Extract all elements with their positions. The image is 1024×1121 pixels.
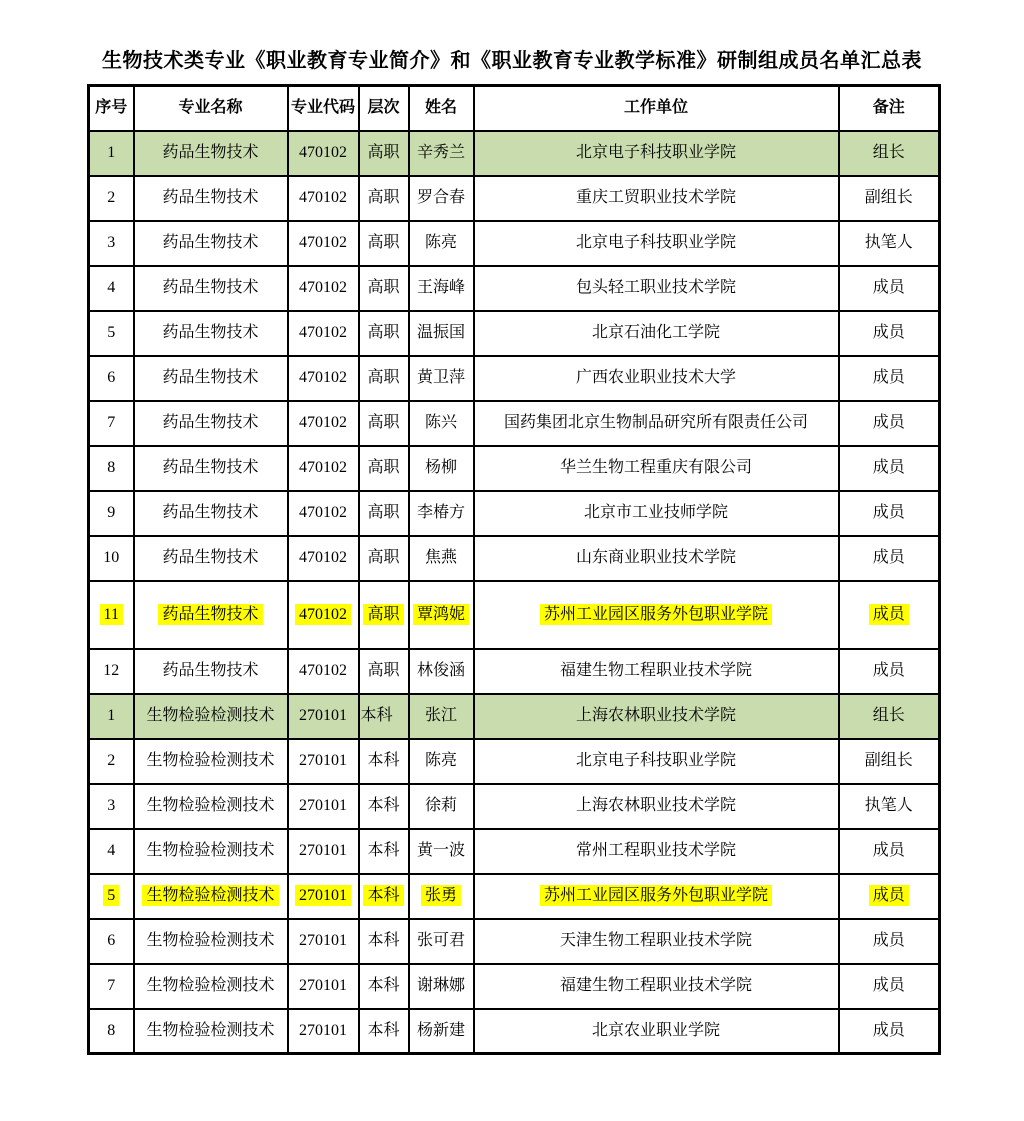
cell-remarks: 成员: [839, 1009, 940, 1054]
cell-level: [359, 581, 409, 649]
cell-work-unit: 北京电子科技职业学院: [474, 131, 839, 176]
cell-remarks: 成员: [839, 536, 940, 581]
cell-person-name: 黄卫萍: [409, 356, 474, 401]
cell-work-unit: [474, 581, 839, 649]
cell-work-unit: 重庆工贸职业技术学院: [474, 176, 839, 221]
highlighted-text: 270101: [295, 885, 351, 906]
highlighted-text: 高职: [363, 604, 403, 625]
table-row: [89, 581, 940, 649]
highlighted-text: 470102: [295, 604, 351, 625]
cell-person-name: 谢琳娜: [409, 964, 474, 1009]
cell-person-name: 张可君: [409, 919, 474, 964]
table-body: [89, 131, 940, 1054]
cell-major-name: 药品生物技术: [134, 131, 288, 176]
cell-major-name: 药品生物技术: [134, 311, 288, 356]
cell-major-name: 药品生物技术: [134, 401, 288, 446]
cell-work-unit: 福建生物工程职业技术学院: [474, 964, 839, 1009]
cell-level: 本科: [359, 784, 409, 829]
cell-serial-number: 10: [89, 536, 134, 581]
cell-work-unit: 天津生物工程职业技术学院: [474, 919, 839, 964]
cell-major-code: 270101: [288, 919, 359, 964]
cell-serial-number: 8: [89, 446, 134, 491]
cell-person-name: 杨柳: [409, 446, 474, 491]
highlighted-text: 苏州工业园区服务外包职业学院: [540, 604, 772, 625]
cell-person-name: 李椿方: [409, 491, 474, 536]
highlighted-text: 张勇: [421, 885, 461, 906]
cell-remarks: 成员: [839, 446, 940, 491]
cell-major-code: 470102: [288, 311, 359, 356]
cell-major-code: 470102: [288, 491, 359, 536]
cell-work-unit: 包头轻工职业技术学院: [474, 266, 839, 311]
header-row: [89, 86, 940, 131]
cell-serial-number: [89, 581, 134, 649]
header-person-name: 姓名: [409, 86, 474, 131]
cell-major-name: [134, 581, 288, 649]
cell-level: 高职: [359, 356, 409, 401]
cell-remarks: 成员: [839, 964, 940, 1009]
highlighted-text: 11: [100, 604, 123, 625]
cell-remarks: 成员: [839, 919, 940, 964]
cell-major-code: 270101: [288, 739, 359, 784]
cell-remarks: 成员: [839, 491, 940, 536]
cell-serial-number: 8: [89, 1009, 134, 1054]
cell-level: 高职: [359, 221, 409, 266]
table-row: [89, 311, 940, 356]
cell-major-code: 470102: [288, 221, 359, 266]
cell-major-code: 270101: [288, 784, 359, 829]
cell-level: 本科: [359, 739, 409, 784]
table-header: [89, 86, 940, 131]
cell-level: 高职: [359, 401, 409, 446]
cell-remarks: 成员: [839, 649, 940, 694]
cell-serial-number: 2: [89, 739, 134, 784]
highlighted-text: 覃鸿妮: [413, 604, 469, 625]
cell-major-code: 470102: [288, 401, 359, 446]
cell-remarks: 成员: [839, 356, 940, 401]
cell-serial-number: 4: [89, 829, 134, 874]
page-title: 生物技术类专业《职业教育专业简介》和《职业教育专业教学标准》研制组成员名单汇总表: [102, 50, 922, 72]
cell-work-unit: 国药集团北京生物制品研究所有限责任公司: [474, 401, 839, 446]
cell-major-name: 生物检验检测技术: [134, 739, 288, 784]
cell-remarks: 成员: [839, 266, 940, 311]
cell-remarks: [839, 874, 940, 919]
cell-remarks: 成员: [839, 311, 940, 356]
cell-remarks: 成员: [839, 829, 940, 874]
table-row: [89, 221, 940, 266]
header-major-code: 专业代码: [288, 86, 359, 131]
table-row: [89, 694, 940, 739]
cell-work-unit: 华兰生物工程重庆有限公司: [474, 446, 839, 491]
cell-major-code: 470102: [288, 536, 359, 581]
cell-serial-number: 9: [89, 491, 134, 536]
cell-work-unit: 上海农林职业技术学院: [474, 784, 839, 829]
cell-level: 高职: [359, 176, 409, 221]
cell-major-name: 生物检验检测技术: [134, 694, 288, 739]
cell-level: 本科: [359, 919, 409, 964]
cell-level: 高职: [359, 131, 409, 176]
cell-work-unit: 北京农业职业学院: [474, 1009, 839, 1054]
cell-major-name: 生物检验检测技术: [134, 784, 288, 829]
cell-serial-number: 6: [89, 919, 134, 964]
cell-person-name: 陈亮: [409, 221, 474, 266]
cell-remarks: 组长: [839, 131, 940, 176]
cell-major-name: 生物检验检测技术: [134, 919, 288, 964]
cell-person-name: 焦燕: [409, 536, 474, 581]
header-serial-number: 序号: [89, 86, 134, 131]
cell-serial-number: 1: [89, 131, 134, 176]
cell-serial-number: 2: [89, 176, 134, 221]
table-row: [89, 401, 940, 446]
cell-major-code: 470102: [288, 176, 359, 221]
cell-work-unit: 北京电子科技职业学院: [474, 221, 839, 266]
cell-major-code: [288, 581, 359, 649]
table-row: [89, 964, 940, 1009]
cell-major-name: 药品生物技术: [134, 356, 288, 401]
cell-major-name: 生物检验检测技术: [134, 964, 288, 1009]
cell-work-unit: 北京市工业技师学院: [474, 491, 839, 536]
cell-work-unit: 常州工程职业技术学院: [474, 829, 839, 874]
cell-level: 高职: [359, 491, 409, 536]
highlighted-text: 成员: [869, 604, 909, 625]
cell-major-code: 470102: [288, 356, 359, 401]
cell-major-name: 生物检验检测技术: [134, 1009, 288, 1054]
cell-serial-number: 1: [89, 694, 134, 739]
table-row: [89, 919, 940, 964]
cell-person-name: 王海峰: [409, 266, 474, 311]
cell-major-code: 270101: [288, 1009, 359, 1054]
cell-major-code: [288, 874, 359, 919]
cell-level: 本科: [359, 1009, 409, 1054]
cell-person-name: 陈兴: [409, 401, 474, 446]
table-row: [89, 649, 940, 694]
cell-serial-number: 7: [89, 401, 134, 446]
cell-remarks: 成员: [839, 401, 940, 446]
table-row: [89, 131, 940, 176]
cell-work-unit: 北京电子科技职业学院: [474, 739, 839, 784]
cell-major-name: 药品生物技术: [134, 446, 288, 491]
cell-remarks: 组长: [839, 694, 940, 739]
highlighted-text: 成员: [869, 885, 909, 906]
cell-level: [359, 874, 409, 919]
cell-level: 本科: [359, 694, 409, 739]
cell-work-unit: 北京石油化工学院: [474, 311, 839, 356]
header-work-unit: 工作单位: [474, 86, 839, 131]
cell-major-name: 药品生物技术: [134, 221, 288, 266]
cell-remarks: 副组长: [839, 176, 940, 221]
cell-person-name: 黄一波: [409, 829, 474, 874]
cell-person-name: 徐莉: [409, 784, 474, 829]
cell-major-code: 270101: [288, 694, 359, 739]
highlighted-text: 生物检验检测技术: [142, 885, 278, 906]
cell-remarks: 副组长: [839, 739, 940, 784]
cell-serial-number: 3: [89, 221, 134, 266]
cell-remarks: 执笔人: [839, 784, 940, 829]
cell-person-name: 温振国: [409, 311, 474, 356]
cell-level: 高职: [359, 311, 409, 356]
cell-person-name: 罗合春: [409, 176, 474, 221]
cell-person-name: 杨新建: [409, 1009, 474, 1054]
cell-serial-number: 12: [89, 649, 134, 694]
cell-work-unit: 山东商业职业技术学院: [474, 536, 839, 581]
header-major-name: 专业名称: [134, 86, 288, 131]
cell-major-code: 470102: [288, 446, 359, 491]
cell-serial-number: [89, 874, 134, 919]
cell-major-name: 药品生物技术: [134, 176, 288, 221]
cell-serial-number: 3: [89, 784, 134, 829]
cell-level: 高职: [359, 649, 409, 694]
table-row: [89, 491, 940, 536]
header-remarks: 备注: [839, 86, 940, 131]
roster-table: [87, 84, 941, 1055]
cell-major-code: 470102: [288, 649, 359, 694]
cell-remarks: [839, 581, 940, 649]
cell-major-name: 药品生物技术: [134, 491, 288, 536]
cell-level: 高职: [359, 536, 409, 581]
cell-person-name: [409, 874, 474, 919]
table-row: [89, 1009, 940, 1054]
cell-major-code: 270101: [288, 829, 359, 874]
cell-major-name: [134, 874, 288, 919]
highlighted-text: 苏州工业园区服务外包职业学院: [540, 885, 772, 906]
cell-level: 本科: [359, 829, 409, 874]
cell-person-name: 陈亮: [409, 739, 474, 784]
cell-serial-number: 7: [89, 964, 134, 1009]
cell-major-name: 药品生物技术: [134, 266, 288, 311]
cell-major-code: 470102: [288, 131, 359, 176]
table-row: [89, 874, 940, 919]
cell-major-name: 药品生物技术: [134, 536, 288, 581]
table-row: [89, 266, 940, 311]
table-row: [89, 176, 940, 221]
cell-major-code: 270101: [288, 964, 359, 1009]
header-level: 层次: [359, 86, 409, 131]
cell-level: 本科: [359, 964, 409, 1009]
table-row: [89, 356, 940, 401]
cell-work-unit: 福建生物工程职业技术学院: [474, 649, 839, 694]
cell-person-name: 辛秀兰: [409, 131, 474, 176]
cell-serial-number: 4: [89, 266, 134, 311]
cell-work-unit: 广西农业职业技术大学: [474, 356, 839, 401]
highlighted-text: 本科: [363, 885, 403, 906]
cell-person-name: 张江: [409, 694, 474, 739]
table-row: [89, 784, 940, 829]
cell-work-unit: [474, 874, 839, 919]
cell-major-name: 生物检验检测技术: [134, 829, 288, 874]
cell-person-name: 林俊涵: [409, 649, 474, 694]
cell-level: 高职: [359, 446, 409, 491]
table-row: [89, 829, 940, 874]
highlighted-text: 药品生物技术: [158, 604, 262, 625]
cell-person-name: [409, 581, 474, 649]
cell-remarks: 执笔人: [839, 221, 940, 266]
cell-major-code: 470102: [288, 266, 359, 311]
cell-serial-number: 5: [89, 311, 134, 356]
cell-major-name: 药品生物技术: [134, 649, 288, 694]
cell-serial-number: 6: [89, 356, 134, 401]
table-row: [89, 739, 940, 784]
cell-level: 高职: [359, 266, 409, 311]
table-row: [89, 536, 940, 581]
highlighted-text: 5: [103, 885, 119, 906]
table-row: [89, 446, 940, 491]
cell-work-unit: 上海农林职业技术学院: [474, 694, 839, 739]
